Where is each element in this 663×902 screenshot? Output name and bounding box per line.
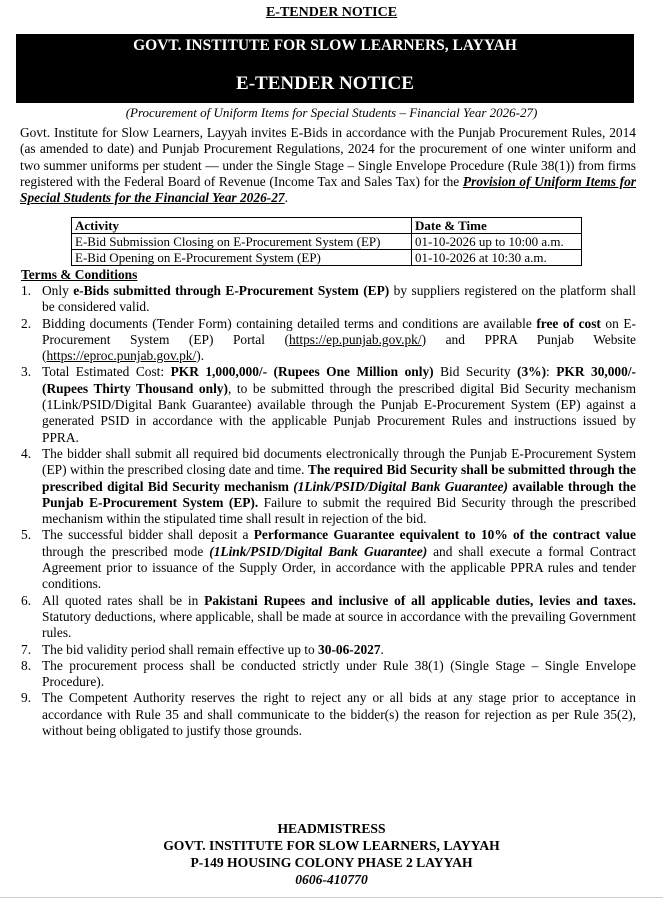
term-bold: Pakistani Rupees and inclusive of all applicable duties, levies and taxes. xyxy=(204,592,636,608)
term-number: 2. xyxy=(21,315,32,331)
header-banner xyxy=(16,34,634,103)
intro-text: Govt. Institute for Slow Learners, Layyah invites E-Bids in accordance with the Punjab Procurement Rules, 2014 (as amended to date) and Punjab Procurement Regulations, 2024 for the procurement of one winter uniform and two summer uniforms per student — under the Single Stage – Single Envelope Procedure (Rule 38(1)) from firms registered with the Federal Board of Revenue (Income Tax and Sales Tax) for the xyxy=(20,125,636,189)
top-title-text: E-TENDER NOTICE xyxy=(265,5,398,20)
term-text: : xyxy=(546,364,557,380)
term-item xyxy=(20,690,636,739)
term-text: Total Estimated Cost: xyxy=(42,364,171,380)
term-bold: PKR 1,000,000/- (Rupees One Million only) xyxy=(170,364,434,380)
schedule-table xyxy=(71,217,582,266)
schedule-datetime: 01-10-2026 up to 10:00 a.m. xyxy=(412,234,582,250)
signature-phone: 0606-410770 xyxy=(295,872,368,887)
intro-end: . xyxy=(284,190,288,206)
term-bold: PKR 30,000/- (Rupees Thirty Thousand only) xyxy=(42,364,636,396)
term-item xyxy=(20,658,636,691)
term-text: The bidder shall submit all required bid documents electronically through the Punjab E-Procurement System (EP) within the prescribed closing date and time. xyxy=(42,445,636,478)
term-item xyxy=(20,364,636,445)
schedule-datetime: 01-10-2026 at 10:30 a.m. xyxy=(412,250,582,266)
ep-portal-link[interactable]: https://ep.punjab.gov.pk/ xyxy=(288,331,422,347)
term-text: Statutory deductions, where applicable, shall be made at source in accordance with the prevailing Government rules. xyxy=(42,608,636,641)
term-item xyxy=(20,642,636,658)
term-text: . xyxy=(380,641,384,657)
terms-list xyxy=(20,283,636,739)
terms-heading: Terms & Conditions xyxy=(21,267,138,282)
term-number: 7. xyxy=(21,641,32,657)
term-number: 6. xyxy=(21,592,32,608)
term-bold-italic: (1Link/PSID/Digital Bank Guarantee) xyxy=(293,478,508,494)
term-text: , to be submitted through the prescribed digital Bid Security mechanism (1Link/PSID/Digital Bank Guarantee) available through the Punjab E-Procurement System (EP) against a generated PSID in accordance with the applicable Punjab Procurement Rules and instructions issued by PPRA. xyxy=(42,380,637,445)
top-title xyxy=(0,4,663,21)
term-bold: Performance Guarantee equivalent to 10% of the contract value xyxy=(253,527,636,543)
signature-address: P-149 HOUSING COLONY PHASE 2 LAYYAH xyxy=(190,855,473,870)
bottom-divider xyxy=(0,897,663,898)
term-number: 9. xyxy=(21,690,32,706)
term-text: The bid validity period shall remain effective up to xyxy=(42,641,319,657)
term-text: Failure to submit the required Bid Security through the prescribed mechanism within the stipulated time shall result in rejection of the bid. xyxy=(42,494,636,527)
term-number: 5. xyxy=(21,527,32,543)
schedule-row xyxy=(72,234,582,250)
term-item xyxy=(20,446,636,527)
term-text: The successful bidder shall deposit a xyxy=(42,527,254,543)
schedule-activity: E-Bid Submission Closing on E-Procurement System (EP) xyxy=(72,234,412,250)
term-text: and shall execute a formal Contract Agreement prior to issuance of the Supply Order, in accordance with the applicable PPRA rules and tender conditions. xyxy=(42,543,636,592)
intro-provision: Provision of Uniform Items for Special Students for the Financial Year 2026-27 xyxy=(20,173,636,206)
term-bold: 30-06-2027 xyxy=(318,641,381,657)
schedule-header-activity: Activity xyxy=(72,218,412,234)
banner-title: E-TENDER NOTICE xyxy=(236,73,414,94)
term-text: ). xyxy=(196,348,205,364)
intro-paragraph xyxy=(20,125,636,206)
term-item xyxy=(20,316,636,365)
term-bold-italic: (1Link/PSID/Digital Bank Guarantee) xyxy=(209,543,428,559)
term-number: 8. xyxy=(21,657,32,673)
schedule-header-datetime: Date & Time xyxy=(412,218,582,234)
banner-institute: GOVT. INSTITUTE FOR SLOW LEARNERS, LAYYAH xyxy=(133,37,517,54)
term-text: Only xyxy=(42,283,74,298)
term-item xyxy=(20,593,636,642)
term-number: 1. xyxy=(21,283,32,298)
term-bold: available through the Punjab E-Procurement System (EP). xyxy=(42,478,636,510)
term-text: All quoted rates shall be in xyxy=(42,592,205,608)
term-bold: (3%) xyxy=(517,364,547,380)
term-text: The Competent Authority reserves the right to reject any or all bids at any stage prior to acceptance in accordance with Rule 35 and shall communicate to the bidder(s) the reason for rejection as per Rule 35(2), without being obligated to justify those grounds. xyxy=(42,690,636,739)
signature-block xyxy=(0,820,663,888)
term-item xyxy=(20,527,636,592)
notice-subtitle: (Procurement of Uniform Items for Special Students – Financial Year 2026-27) xyxy=(125,105,538,120)
schedule-activity: E-Bid Opening on E-Procurement System (EP) xyxy=(72,250,412,266)
term-text: on E-Procurement System (EP) Portal ( xyxy=(42,315,636,347)
term-text: The procurement process shall be conducted strictly under Rule 38(1) (Single Stage – Single Envelope Procedure). xyxy=(42,657,636,690)
signature-title: HEADMISTRESS xyxy=(277,821,386,836)
schedule-header-row xyxy=(72,218,582,234)
term-text: through the prescribed mode xyxy=(42,543,210,559)
term-text: Bid Security xyxy=(433,364,518,380)
term-number: 3. xyxy=(21,364,32,380)
term-item xyxy=(20,283,636,316)
term-bold: The required Bid Security shall be submitted through the prescribed digital Bid Security mechanism xyxy=(42,462,637,494)
term-number: 4. xyxy=(21,445,32,461)
signature-institute: GOVT. INSTITUTE FOR SLOW LEARNERS, LAYYAH xyxy=(163,838,500,853)
ppra-website-link[interactable]: https://eproc.punjab.gov.pk/ xyxy=(46,348,197,364)
term-bold: free of cost xyxy=(536,315,601,331)
schedule-row xyxy=(72,250,582,266)
term-bold: e-Bids submitted through E-Procurement System (EP) xyxy=(73,283,390,298)
term-text: by suppliers registered on the platform shall be considered valid. xyxy=(42,283,636,315)
term-text: ) and PPRA Punjab Website ( xyxy=(42,331,636,364)
term-text: Bidding documents (Tender Form) containing detailed terms and conditions are available xyxy=(42,315,537,331)
